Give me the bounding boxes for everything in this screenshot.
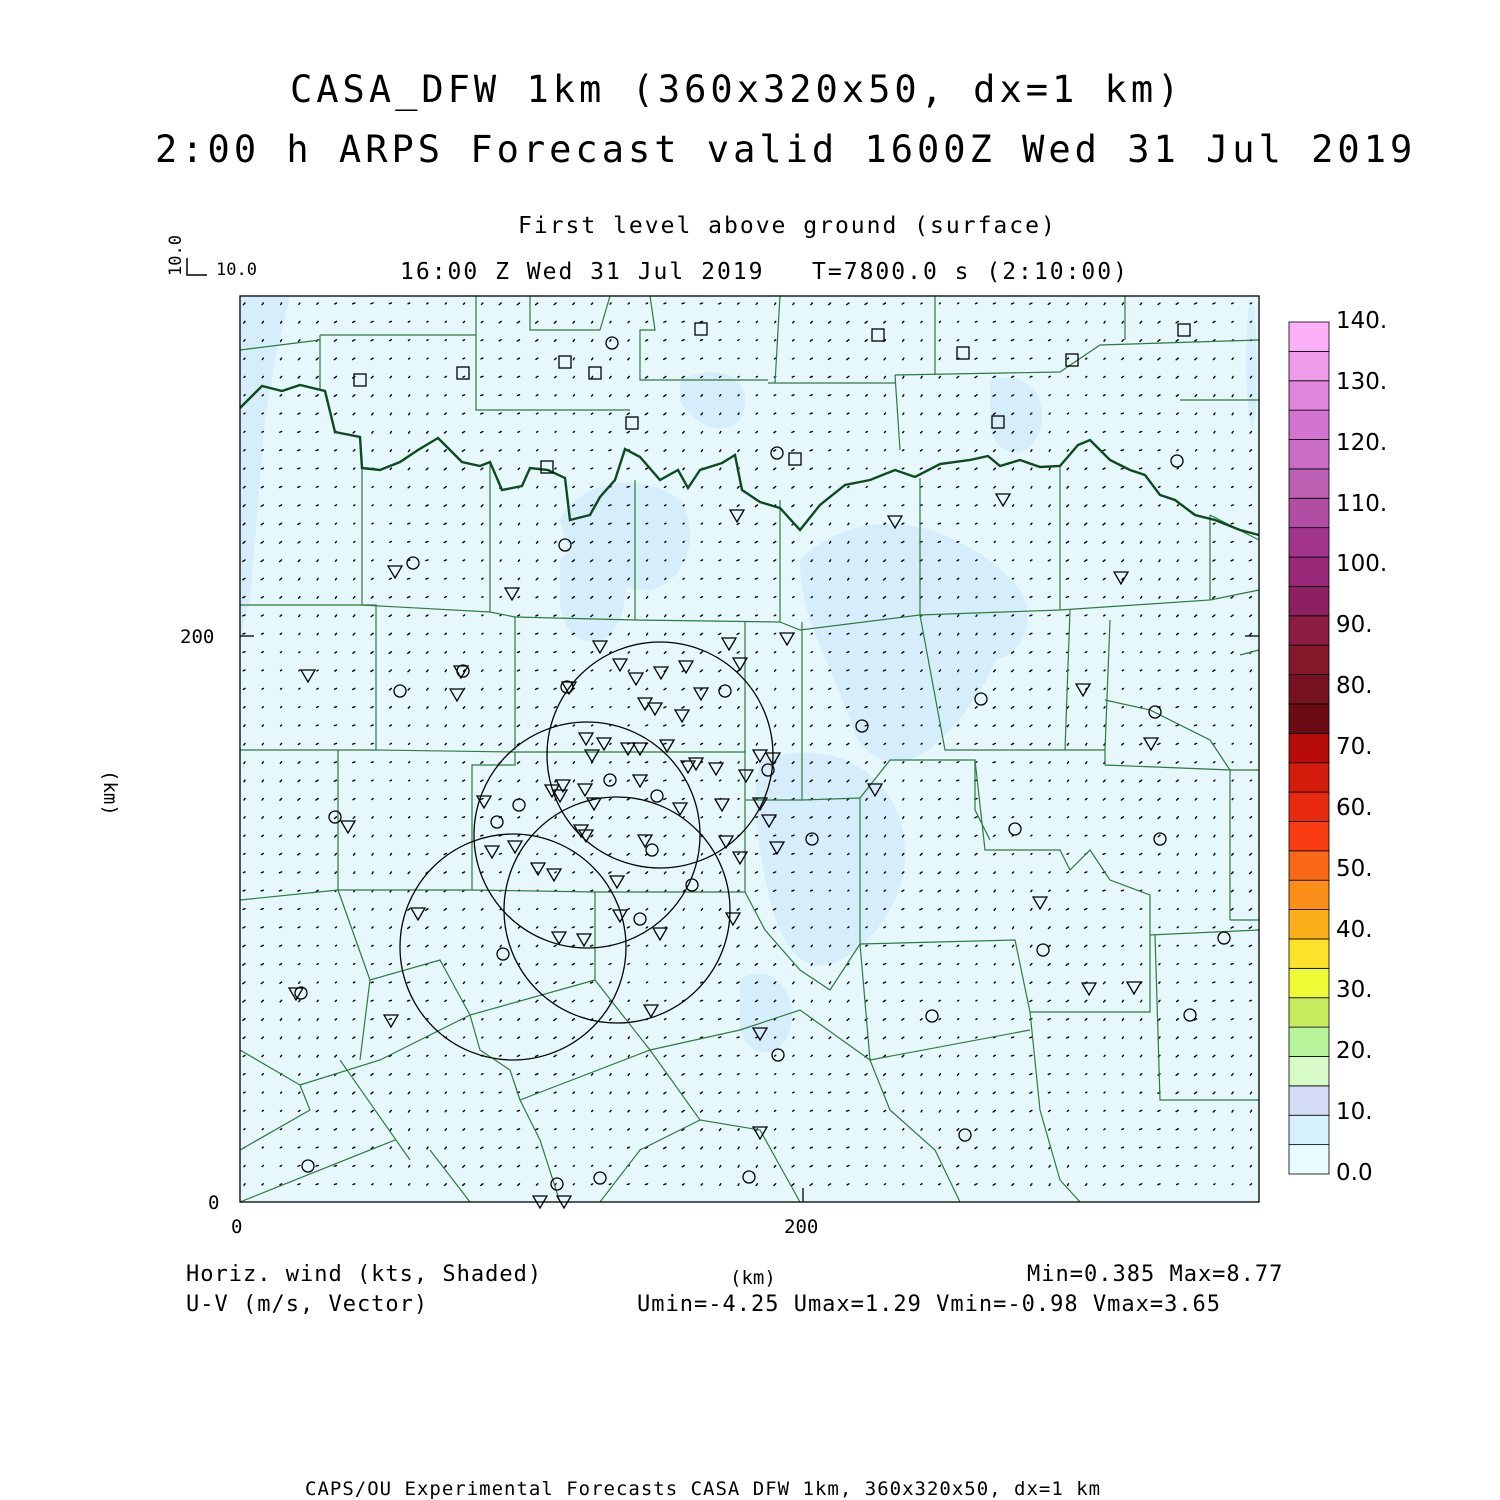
vector-scale-marker [187,258,207,275]
colorbar-bin [1289,1027,1329,1056]
colorbar-bin [1289,322,1329,351]
colorbar-bin [1289,440,1329,469]
colorbar-bin [1289,498,1329,527]
colorbar-label: 140. [1336,308,1388,334]
colorbar-bin [1289,645,1329,674]
colorbar-label: 130. [1336,368,1388,395]
colorbar-bin [1289,968,1329,997]
field-label: Horiz. wind (kts, Shaded) [186,1262,543,1287]
colorbar-label: 10. [1336,1099,1373,1126]
plot-time-line: 16:00 Z Wed 31 Jul 2019 T=7800.0 s (2:10:00) [400,259,1129,285]
y-tick-0: 0 [208,1192,220,1214]
colorbar [1289,322,1329,1174]
title-line-2: 2:00 h ARPS Forecast valid 1600Z Wed 31 Jul 2019 [155,128,1417,171]
colorbar-label: 70. [1336,734,1373,760]
colorbar-label: 100. [1336,551,1388,578]
vector-label: U-V (m/s, Vector) [186,1292,429,1317]
map-area [240,296,1259,1208]
colorbar-bin [1289,910,1329,939]
uv-stats: Umin=-4.25 Umax=1.29 Vmin=-0.98 Vmax=3.65 [637,1292,1222,1317]
y-tick-200: 200 [180,626,215,648]
colorbar-label: 40. [1336,916,1373,943]
title-line-1: CASA_DFW 1km (360x320x50, dx=1 km) [290,68,1184,111]
colorbar-bin [1289,763,1329,792]
colorbar-bin [1289,557,1329,586]
colorbar-label: 60. [1336,794,1373,821]
x-tick-200: 200 [784,1216,819,1238]
vector-scale-y-label: 10.0 [166,235,186,276]
x-tick-0: 0 [231,1216,243,1238]
footer-credit: CAPS/OU Experimental Forecasts CASA DFW 1km, 360x320x50, dx=1 km [305,1478,1102,1500]
colorbar-label: 110. [1336,490,1388,517]
colorbar-label: 30. [1336,977,1373,1004]
vector-scale-x-label: 10.0 [216,260,257,280]
colorbar-bin [1289,351,1329,380]
colorbar-bin [1289,1115,1329,1144]
colorbar-bin [1289,586,1329,615]
colorbar-bin [1289,792,1329,821]
plot-subtitle: First level above ground (surface) [518,213,1057,239]
colorbar-bin [1289,733,1329,762]
colorbar-bin [1289,821,1329,850]
colorbar-label: 90. [1336,612,1373,639]
colorbar-bin [1289,528,1329,557]
colorbar-label: 50. [1336,855,1373,882]
colorbar-bin [1289,851,1329,880]
colorbar-bin [1289,410,1329,439]
x-axis-label: (km) [730,1267,776,1289]
colorbar-bin [1289,704,1329,733]
y-axis-label: (km) [99,770,121,816]
map-background [240,296,1259,1202]
colorbar-bin [1289,1086,1329,1115]
colorbar-bin [1289,880,1329,909]
colorbar-bin [1289,675,1329,704]
colorbar-bin [1289,1056,1329,1085]
colorbar-bin [1289,1145,1329,1174]
colorbar-label: 20. [1336,1038,1373,1065]
colorbar-bin [1289,998,1329,1027]
colorbar-bin [1289,469,1329,498]
min-max-stats: Min=0.385 Max=8.77 [1027,1262,1284,1287]
colorbar-label: 120. [1336,429,1388,456]
colorbar-bin [1289,381,1329,410]
colorbar-bin [1289,939,1329,968]
colorbar-bin [1289,616,1329,645]
colorbar-label: 0.0 [1336,1160,1373,1186]
colorbar-label: 80. [1336,673,1373,700]
